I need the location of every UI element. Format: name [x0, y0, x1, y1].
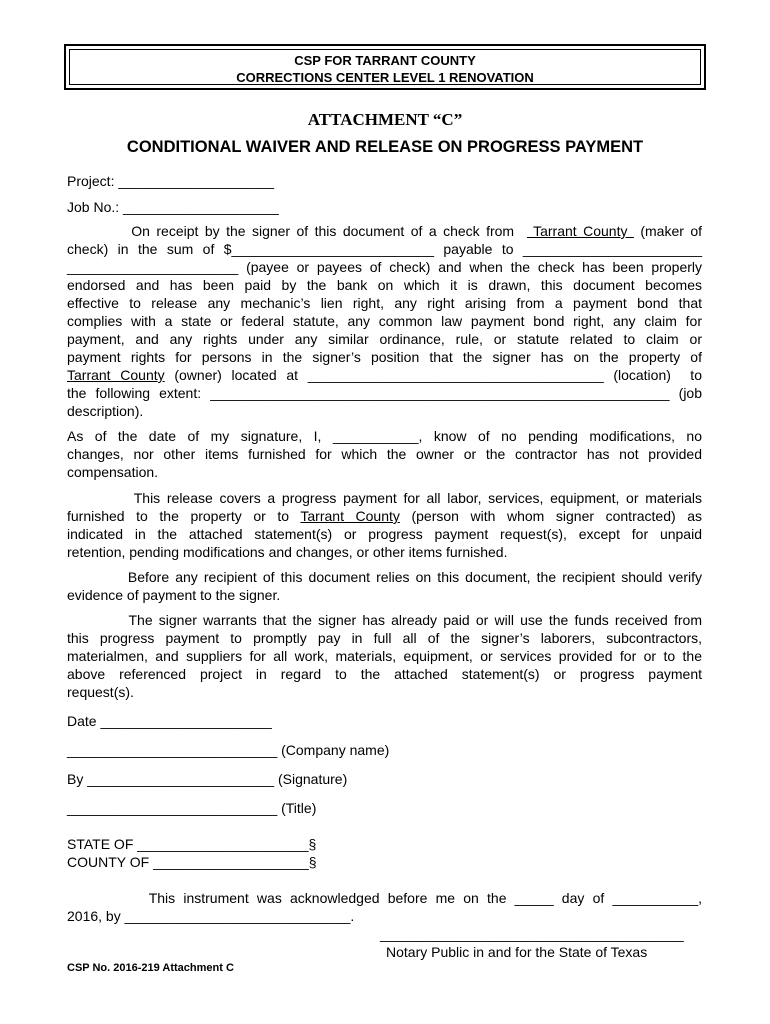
form-title: CONDITIONAL WAIVER AND RELEASE ON PROGRESS PAYMENT [126, 138, 644, 156]
para5-line-4: above referenced project in regard to the attached statement(s) or progress payment [67, 666, 702, 682]
para2-line-3: compensation. [67, 464, 159, 480]
notary-public-label: Notary Public in and for the State of Texas [386, 944, 648, 960]
para1-text: On receipt by the signer of this document of a check from [67, 223, 527, 239]
para1-line-1 [67, 222, 702, 240]
para1-line-10: the following extent: ___________________________________________________________ (job [67, 385, 702, 401]
title-field[interactable]: ___________________________ (Title) [67, 800, 317, 816]
para3-text: (person with whom signer contracted) as [399, 508, 702, 524]
para5-line-3: materialmen, and suppliers for all work, materials, equipment, or services provided for or to the [67, 648, 702, 664]
para5-line-5: request(s). [67, 684, 134, 700]
owner-name: Tarrant County [67, 367, 165, 383]
para4-line-1: Before any recipient of this document relies on this document, the recipient should verify [67, 569, 702, 585]
notary-signature-line[interactable]: _______________________________________ [380, 926, 684, 942]
para1-line-6: complies with a state or federal statute, any common law payment bond right, any claim for [67, 313, 702, 329]
para2-line-1: As of the date of my signature, I, ___________, know of no pending modifications, no [67, 428, 702, 444]
header-inner [69, 49, 701, 85]
para5-line-2: this progress payment to promptly pay in full all of the signer’s laborers, subcontractors, [67, 630, 702, 646]
company-name-field[interactable]: ___________________________ (Company name) [67, 742, 390, 758]
signature-field[interactable]: By ________________________ (Signature) [67, 771, 348, 787]
acknowledgment-line-1: This instrument was acknowledged before me on the _____ day of ___________, [67, 890, 702, 906]
project-field[interactable]: Project: ____________________ [67, 173, 275, 189]
para1-line-7: payment, and any rights under any similar ordinance, rule, or statute related to claim or [67, 331, 702, 347]
acknowledgment-line-2: 2016, by _____________________________. [67, 908, 355, 924]
para1-line-2: check) in the sum of $__________________________ payable to _______________________ [67, 241, 702, 257]
para4-line-2: evidence of payment to the signer. [67, 587, 281, 603]
para3-line-4: retention, pending modifications and changes, or other items furnished. [67, 544, 508, 560]
para1-line-4: endorsed and has been paid by the bank on which it is drawn, this document becomes [67, 277, 702, 293]
para1-line-5: effective to release any mechanic’s lien right, any right arising from a payment bond that [67, 295, 702, 311]
para3-line-1: This release covers a progress payment for all labor, services, equipment, or materials [67, 490, 702, 506]
header-line-1: CSP FOR TARRANT COUNTY [294, 53, 476, 68]
para1-text: (owner) located at ______________________________________ (location) to [164, 367, 702, 383]
state-of-field[interactable]: STATE OF ______________________§ [67, 836, 317, 852]
para1-line-3: ______________________ (payee or payees of check) and when the check has been properly [67, 259, 702, 275]
para1-line-8: payment rights for persons in the signer’s position that the signer has on the property of [67, 349, 702, 365]
para3-line-2 [67, 507, 702, 525]
contracted-party: Tarrant County [300, 508, 400, 524]
para2-line-2: changes, nor other items furnished for which the owner or the contractor has not provided [67, 446, 702, 462]
attachment-title: ATTACHMENT “C” [307, 110, 463, 129]
para3-line-3: indicated in the attached statement(s) or progress payment request(s), except for unpaid [67, 526, 702, 542]
maker-of-check: Tarrant County [526, 223, 634, 239]
job-no-field[interactable]: Job No.: ____________________ [67, 199, 279, 215]
para1-text: (maker of [633, 223, 702, 239]
para3-text: furnished to the property or to [67, 508, 301, 524]
para5-line-1: The signer warrants that the signer has already paid or will use the funds received from [67, 612, 702, 628]
county-of-field[interactable]: COUNTY OF ____________________§ [67, 854, 317, 870]
para1-line-9 [67, 366, 702, 384]
header-line-2: CORRECTIONS CENTER LEVEL 1 RENOVATION [236, 70, 534, 85]
date-field[interactable]: Date ______________________ [67, 713, 272, 729]
header-box [64, 44, 706, 90]
para1-line-11: description). [67, 403, 144, 419]
footer-doc-number: CSP No. 2016-219 Attachment C [67, 962, 234, 974]
